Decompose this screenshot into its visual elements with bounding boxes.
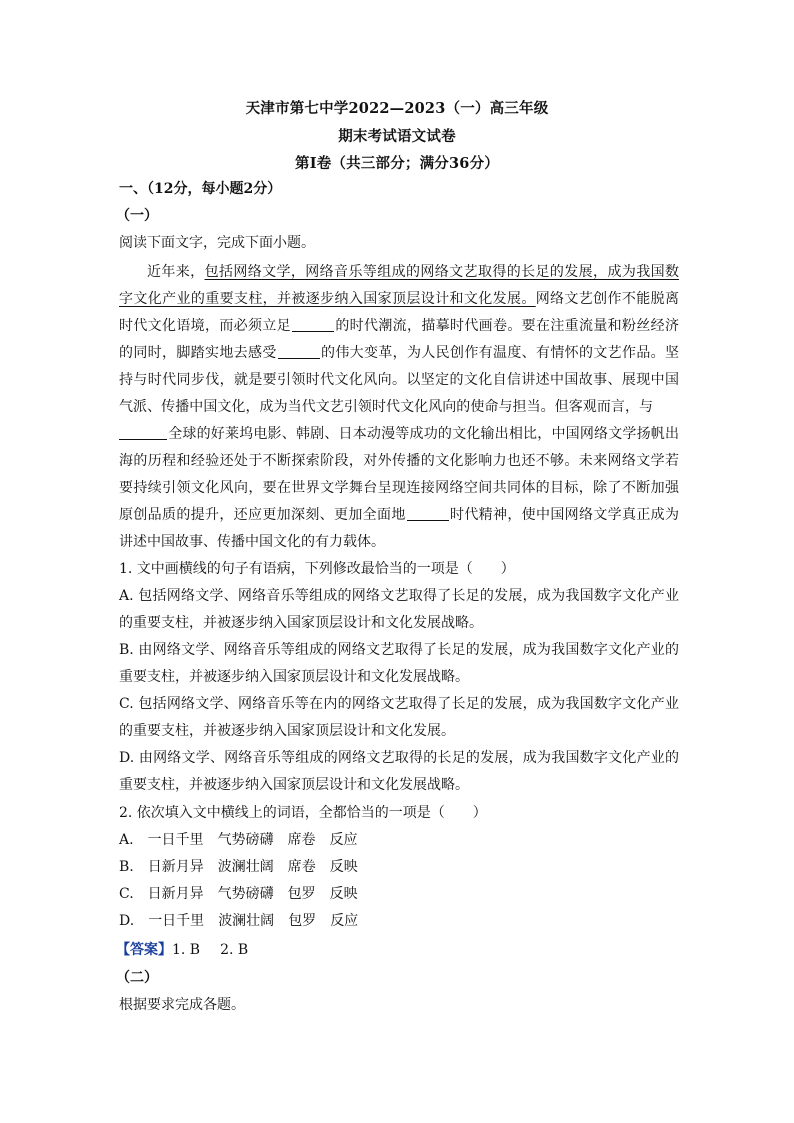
answer-1: 1. B [172, 942, 201, 958]
fill-blank-4 [407, 506, 449, 521]
passage-line-8: 海的历程和经验还处于不断探索阶段，对外传播的文化影响力也还不够。未来网络文学若 [119, 453, 679, 469]
q1-option-b-line1: B. 由网络文学、网络音乐等组成的网络文艺取得了长足的发展，成为我国数字文化产业的 [119, 642, 679, 658]
instruction-1: 阅读下面文字，完成下面小题。 [119, 235, 315, 251]
exam-title-line2: 期末考试语文试卷 [338, 128, 456, 145]
q1-option-b-line2: 重要支柱，并被逐步纳入国家顶层设计和文化发展战略。 [119, 669, 469, 685]
q1-option-a-line1: A. 包括网络文学、网络音乐等组成的网络文艺取得了长足的发展，成为我国数字文化产业 [119, 588, 679, 604]
passage-line-4: 的同时，脚踏实地去感受 的伟大变革，为人民创作有温度、有情怀的文艺作品。坚 [119, 345, 680, 361]
q1-option-d-line2: 重要支柱，并被逐步纳入国家顶层设计和文化发展战略。 [119, 777, 469, 793]
passage-line-6: 气派、传播中国文化，成为当代文艺引领时代文化风向的使命与担当。但客观而言，与 [119, 399, 653, 415]
q1-option-d-line1: D. 由网络文学、网络音乐等组成的网络文艺取得的长足的发展，成为我国数字文化产业的 [119, 750, 679, 766]
question-2-stem: 2. 依次填入文中横线上的词语，全都恰当的一项是（ ） [119, 805, 487, 821]
sub-heading-2: （二） [116, 970, 158, 986]
exam-title-line1: 天津市第七中学2022—2023（一）高三年级 [245, 100, 549, 117]
fill-blank-1 [292, 317, 334, 332]
q1-option-c-line2: 的重要支柱，并被逐步纳入国家顶层设计和文化发展。 [119, 723, 455, 739]
q2-option-d: D. 一日千里 波澜壮阔 包罗 反应 [119, 913, 359, 929]
exam-title-line3: 第Ⅰ卷（共三部分；满分36分） [295, 155, 499, 172]
q1-option-c-line1: C. 包括网络文学、网络音乐等在内的网络文艺取得了长足的发展，成为我国数字文化产业 [119, 696, 679, 712]
q2-option-c: C. 日新月异 气势磅礴 包罗 反映 [119, 886, 358, 902]
section-heading: 一、（12分，每小题2分） [119, 181, 282, 197]
underlined-sentence: 包括网络文学，网络音乐等组成的网络文艺取得的长足的发展，成为我国数 [204, 264, 680, 280]
passage-line-7: 全球的好莱坞电影、韩剧、日本动漫等成功的文化输出相比，中国网络文学扬帆出 [119, 424, 679, 444]
passage-line-1: 近年来，包括网络文学，网络音乐等组成的网络文艺取得的长足的发展，成为我国数 [147, 264, 680, 280]
q2-option-a: A. 一日千里 气势磅礴 席卷 反应 [119, 832, 358, 848]
passage-line-3: 时代文化语境，而必须立足 的时代潮流，描摹时代画卷。要在注重流量和粉丝经济 [119, 318, 679, 334]
fill-blank-2 [278, 344, 320, 359]
underlined-sentence-end: 字文化产业的重要支柱，并被逐步纳入国家顶层设计和文化发展。 [119, 291, 536, 307]
q1-option-a-line2: 的重要支柱，并被逐步纳入国家顶层设计和文化发展战略。 [119, 615, 483, 631]
q2-option-b: B. 日新月异 波澜壮阔 席卷 反映 [119, 859, 358, 875]
passage-line-11: 讲述中国故事、传播中国文化的有力载体。 [119, 534, 385, 550]
passage-line-2: 字文化产业的重要支柱，并被逐步纳入国家顶层设计和文化发展。网络文艺创作不能脱离 [119, 291, 680, 307]
instruction-2: 根据要求完成各题。 [119, 997, 245, 1013]
passage-line-5: 持与时代同步伐，就是要引领时代文化风向。以坚定的文化自信讲述中国故事、展现中国 [119, 372, 679, 388]
sub-heading-1: （一） [116, 208, 158, 224]
answer-2: 2. B [220, 942, 249, 958]
question-1-stem: 1. 文中画横线的句子有语病，下列修改最恰当的一项是（ ） [119, 561, 515, 577]
answer-row [116, 940, 676, 960]
fill-blank-3 [119, 425, 167, 440]
passage-line-10: 原创品质的提升，还应更加深刻、更加全面地 时代精神，使中国网络文学真正成为 [119, 507, 680, 523]
passage-line-9: 要持续引领文化风向，要在世界文学舞台呈现连接网络空间共同体的目标，除了不断加强 [119, 480, 679, 496]
answer-tag: 【答案】 [116, 942, 172, 958]
